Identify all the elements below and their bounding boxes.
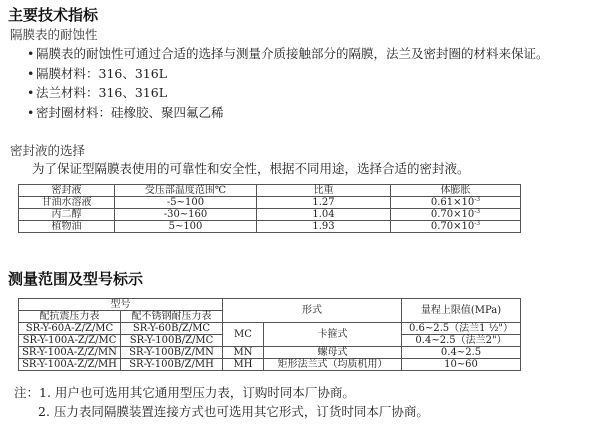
stainless-model: SR-Y-60B/Z/MC (121, 323, 223, 335)
list-item: • 法兰材料：316、316L (36, 83, 549, 103)
table-header-row (19, 185, 521, 197)
stainless-model: SR-Y-100B/Z/MN (121, 347, 223, 359)
table-row (19, 347, 521, 359)
form-code: MH (223, 359, 264, 371)
expansion-coefficient: $0.70\times 10^{-3}$ (391, 209, 521, 221)
fill-fluid-table (18, 184, 521, 233)
header-range: 量程上限值(MPa) (402, 299, 521, 323)
header-fluid: 密封液 (19, 185, 115, 197)
stainless-model: SR-Y-100B/Z/MH (121, 359, 223, 371)
section-title-range-models: 测量范围及型号标示 (8, 270, 144, 288)
table-header-row (19, 299, 521, 311)
stainless-model: SR-Y-100B/Z/MC (121, 335, 223, 347)
table-row (19, 197, 521, 209)
temperature-range: -30~160 (115, 209, 257, 221)
header-specific-gravity: 比重 (257, 185, 391, 197)
header-model: 型号 (19, 299, 223, 311)
specific-gravity: 1.04 (257, 209, 391, 221)
fluid-name: 丙二醇 (19, 209, 115, 221)
table-row (19, 209, 521, 221)
form-type: 卡箍式 (264, 323, 402, 347)
expansion-coefficient: $0.61\times 10^{-3}$ (391, 197, 521, 209)
table-row (19, 221, 521, 233)
table-row (19, 359, 521, 371)
note-1: 注：1. 用户也可选用其它通用型压力表，订购时同本厂协商。 (14, 385, 355, 400)
list-item: • 隔膜表的耐蚀性可通过合适的选择与测量介质接触部分的隔膜，法兰及密封圈的材料来保证。 (36, 44, 549, 64)
header-anti-vibration: 配抗震压力表 (19, 311, 121, 323)
note-2: 2. 压力表同隔膜装置连接方式也可选用其它形式，订货时同本厂协商。 (38, 404, 429, 419)
anti-model: SR-Y-100A-Z/Z/MH (19, 359, 121, 371)
corrosion-subtitle: 隔膜表的耐蚀性 (10, 27, 98, 42)
form-code: MN (223, 347, 264, 359)
fluid-name: 甘油水溶液 (19, 197, 115, 209)
anti-model: SR-Y-100A-Z/Z/MC (19, 335, 121, 347)
anti-model: SR-Y-100A-Z/Z/MN (19, 347, 121, 359)
table-row (19, 323, 521, 335)
anti-model: SR-Y-60A-Z/Z/MC (19, 323, 121, 335)
header-stainless: 配不锈钢耐压力表 (121, 311, 223, 323)
model-table (18, 298, 521, 371)
list-item: • 隔膜材料：316、316L (36, 64, 549, 84)
range-value: 0.4~2.5 (402, 347, 521, 359)
form-type: 螺母式 (264, 347, 402, 359)
specific-gravity: 1.27 (257, 197, 391, 209)
section-title-specs: 主要技术指标 (8, 6, 99, 24)
header-temperature-range: 受压部温度范围℃ (115, 185, 257, 197)
fill-fluid-paragraph: 为了保证型隔膜表使用的可靠性和安全性，根据不同用途，选择合适的密封液。 (32, 161, 470, 176)
material-list (36, 44, 549, 122)
range-value: 0.4~2.5（法兰2"） (402, 335, 521, 347)
list-item: • 密封圈材料：硅橡胶、聚四氟乙稀 (36, 103, 549, 123)
fill-fluid-subtitle: 密封液的选择 (10, 143, 86, 158)
temperature-range: 5~100 (115, 221, 257, 233)
fluid-name: 植物油 (19, 221, 115, 233)
temperature-range: -5~100 (115, 197, 257, 209)
form-code: MC (223, 323, 264, 347)
range-value: 10~60 (402, 359, 521, 371)
range-value: 0.6~2.5（法兰1 ½"） (402, 323, 521, 335)
specific-gravity: 1.93 (257, 221, 391, 233)
form-type: 矩形法兰式（均质机用） (264, 359, 402, 371)
expansion-coefficient: $0.70\times 10^{-3}$ (391, 221, 521, 233)
notes (14, 383, 429, 421)
header-expansion: 体膨胀 (391, 185, 521, 197)
header-form: 形式 (223, 299, 402, 323)
